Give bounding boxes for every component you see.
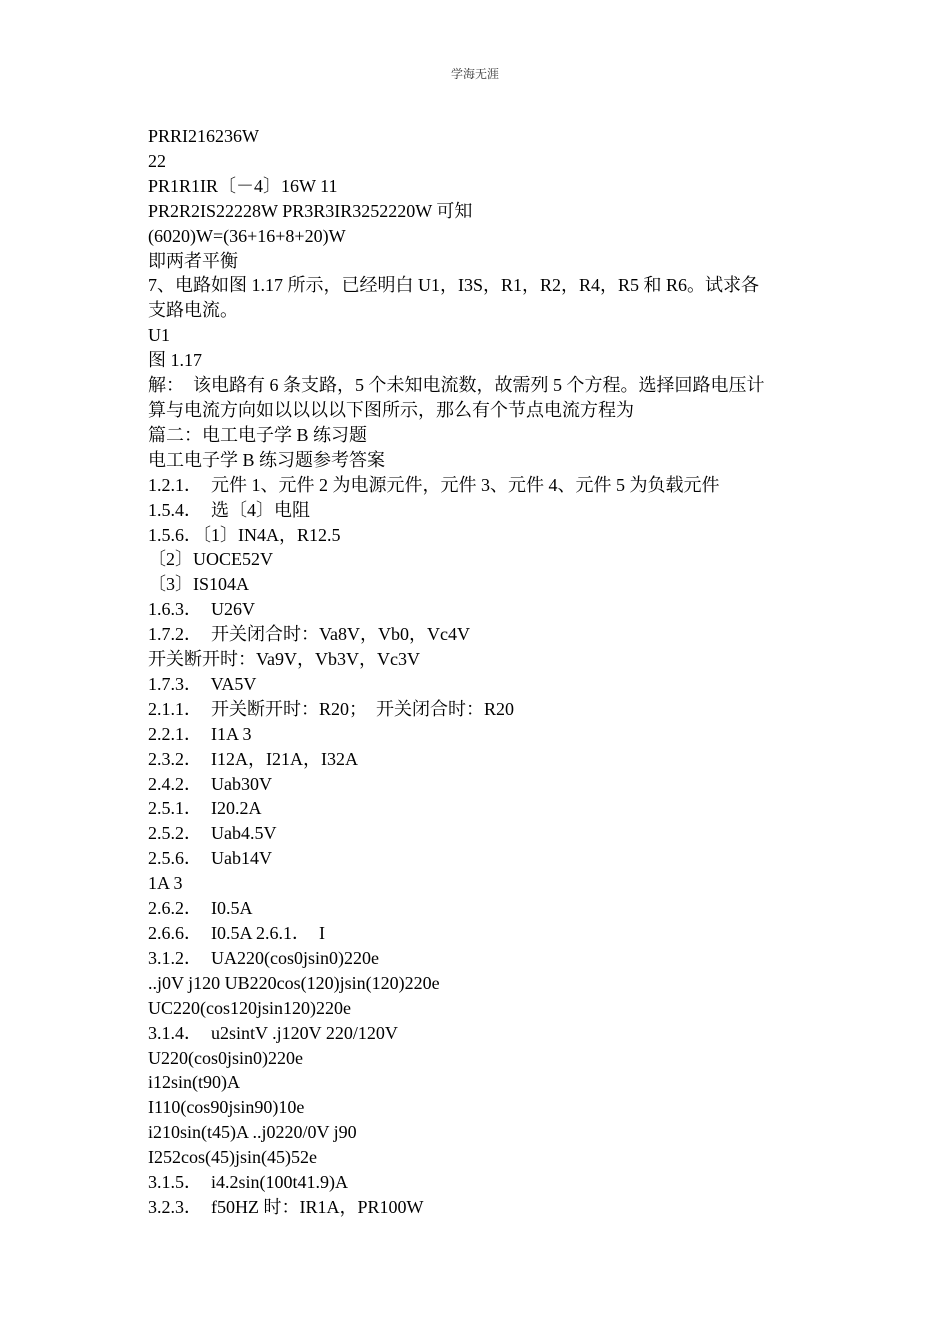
text-line: 篇二：电工电子学 B 练习题	[148, 424, 368, 445]
text-line: 1A 3	[148, 873, 183, 894]
text-line: 2.6.6． I0.5A 2.6.1． I	[148, 923, 325, 943]
page-header: 学海无涯	[450, 67, 499, 81]
text-line: 1.7.2． 开关闭合时：Va8V，Vb0，Vc4V	[148, 624, 470, 645]
text-line: 2.5.6． Uab14V	[148, 848, 272, 869]
text-line: 3.1.2． UA220(cos0jsin0)220e	[148, 947, 379, 968]
text-line: PR1R1IR〔－4〕16W 11	[148, 175, 338, 196]
text-line: 〔3〕IS104A	[148, 574, 250, 595]
text-line: 3.1.4． u2sintV .j120V 220/120V	[148, 1022, 398, 1043]
text-line: 2.5.2． Uab4.5V	[148, 823, 277, 844]
text-line: 〔2〕UOCE52V	[148, 549, 273, 570]
text-line: 2.2.1． I1A 3	[148, 723, 252, 744]
text-line: 1.2.1． 元件 1、元件 2 为电源元件，元件 3、元件 4、元件 5 为负载元件	[148, 474, 720, 495]
text-line: (6020)W=(36+16+8+20)W	[148, 225, 346, 246]
text-line: 1.6.3． U26V	[148, 599, 255, 620]
text-line: 即两者平衡	[148, 250, 238, 271]
text-line: 2.3.2． I12A，I21A，I32A	[148, 748, 358, 769]
text-line: 算与电流方向如以以以以下图所示，那么有个节点电流方程为	[148, 399, 634, 420]
text-line: 22	[148, 150, 166, 171]
text-line: 1.7.3． VA5V	[148, 673, 257, 694]
text-line: 1.5.4． 选〔4〕电阻	[148, 499, 310, 520]
document-body	[148, 124, 808, 1220]
text-line: PR2R2IS22228W PR3R3IR3252220W 可知	[148, 200, 473, 221]
text-line: 2.1.1． 开关断开时：R20； 开关闭合时：R20	[148, 698, 515, 719]
text-line: 支路电流。	[148, 300, 238, 321]
text-line: 2.5.1． I20.2A	[148, 798, 262, 819]
text-line: 电工电子学 B 练习题参考答案	[148, 449, 386, 470]
text-line: PRRI216236W	[148, 126, 260, 146]
text-line: 3.2.3． f50HZ 时：IR1A，PR100W	[148, 1196, 424, 1217]
text-line: 2.6.2． I0.5A	[148, 898, 253, 919]
text-line: I252cos(45)jsin(45)52e	[148, 1147, 317, 1168]
text-line: i210sin(t45)A ..j0220/0V j90	[148, 1122, 357, 1143]
text-line: ..j0V j120 UB220cos(120)jsin(120)220e	[148, 972, 440, 993]
text-line: I110(cos90jsin90)10e	[148, 1097, 305, 1118]
text-line: UC220(cos120jsin120)220e	[148, 997, 351, 1018]
text-line: 2.4.2． Uab30V	[148, 773, 272, 794]
text-line: U1	[148, 325, 170, 346]
text-line: 7、电路如图 1.17 所示，已经明白 U1，I3S，R1，R2，R4，R5 和 R6。试求各	[148, 275, 760, 296]
text-line: 解： 该电路有 6 条支路，5 个未知电流数，故需列 5 个方程。选择回路电压计	[148, 375, 765, 396]
text-line: U220(cos0jsin0)220e	[148, 1047, 303, 1068]
text-line: 1.5.6．〔1〕IN4A，R12.5	[148, 524, 341, 545]
text-line: 图 1.17	[148, 350, 202, 371]
text-line: 开关断开时：Va9V，Vb3V，Vc3V	[148, 649, 420, 670]
text-line: 3.1.5． i4.2sin(100t41.9)A	[148, 1172, 348, 1193]
text-line: i12sin(t90)A	[148, 1072, 240, 1093]
